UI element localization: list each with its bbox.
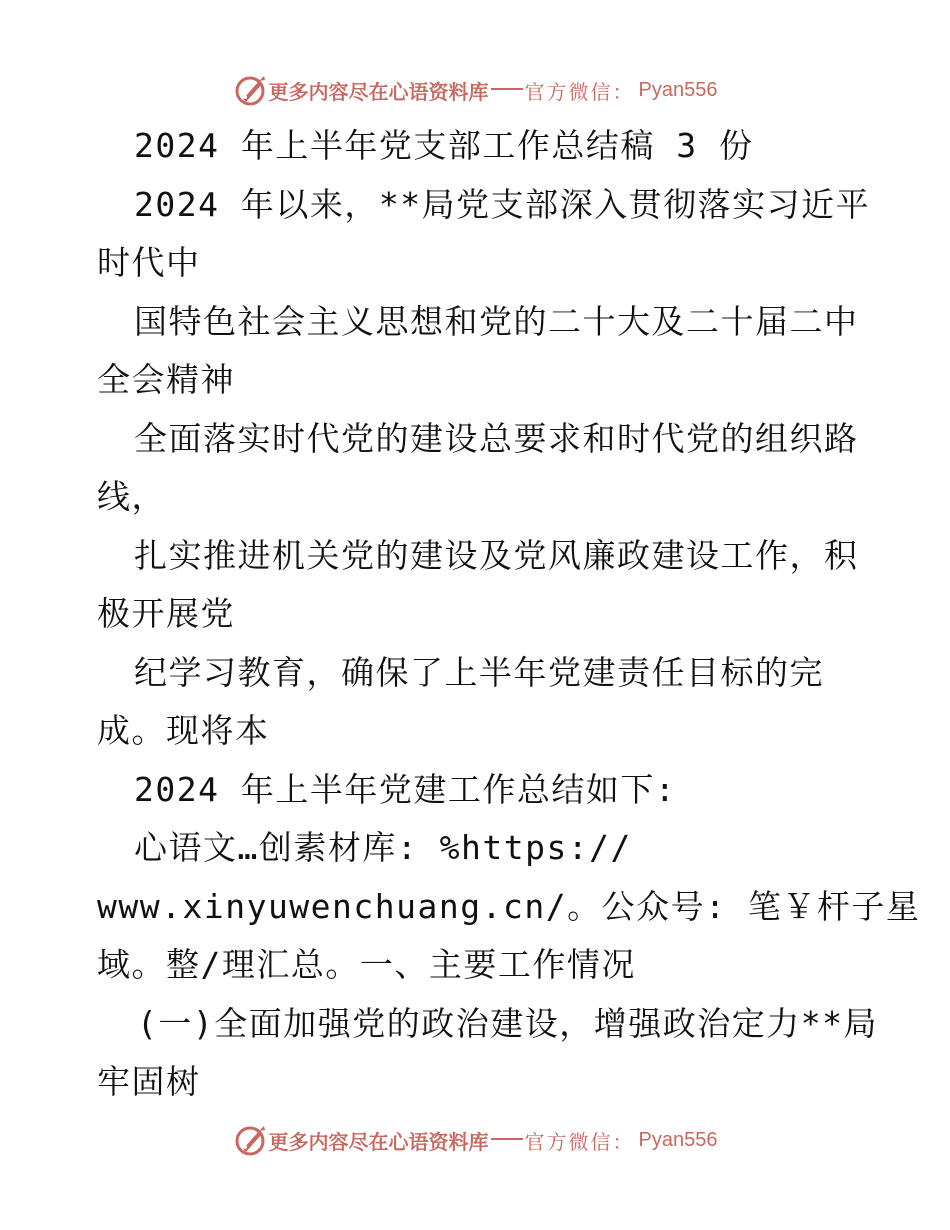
body-line: 成。现将本 — [97, 711, 270, 750]
header-brand-text: 更多内容尽在心语资料库 — [268, 79, 489, 104]
body-line: 全会精神 — [97, 360, 235, 399]
body-line: 全面落实时代党的建设总要求和时代党的组织路 — [134, 418, 859, 458]
body-line: 国特色社会主义思想和党的二十大及二十届二中 — [134, 301, 859, 341]
body-line: 2024 年以来，**局党支部深入贯彻落实习近平 — [134, 184, 871, 224]
quill-logo-icon — [233, 1123, 267, 1157]
body-line: 域。整/理汇总。一、主要工作情况 — [97, 945, 636, 984]
body-line: 时代中 — [97, 243, 201, 282]
header-banner-content — [233, 73, 718, 107]
footer-brand-text: 更多内容尽在心语资料库 — [268, 1129, 489, 1154]
body-line: 纪学习教育，确保了上半年党建责任目标的完 — [134, 652, 824, 692]
body-line: 2024 年上半年党建工作总结如下: — [134, 769, 677, 809]
body-line: 扎实推进机关党的建设及党风廉政建设工作，积 — [134, 535, 859, 575]
document-title-line: 2024 年上半年党支部工作总结稿 3 份 — [134, 126, 754, 165]
header-wechat-id: Pyan556 — [638, 78, 718, 101]
quill-logo-icon — [233, 73, 267, 107]
footer-wechat-label: 官方微信： — [524, 1129, 635, 1154]
footer-wechat-id: Pyan556 — [638, 1128, 718, 1151]
header-wechat-label: 官方微信： — [524, 79, 635, 104]
header-banner — [0, 70, 950, 110]
footer-banner — [0, 1120, 950, 1160]
footer-dash-divider — [491, 1138, 523, 1140]
body-line: 牢固树 — [97, 1062, 201, 1101]
document-body — [97, 117, 921, 1112]
body-line: www.xinyuwenchuang.cn/。公众号: 笔￥杆子星 — [97, 886, 921, 926]
body-line: 心语文…创素材库: %https:// — [134, 828, 632, 867]
body-line: 极开展党 — [97, 594, 235, 633]
section-heading-line: (一)全面加强党的政治建设，增强政治定力**局 — [137, 1003, 878, 1043]
body-line: 线， — [97, 477, 166, 516]
footer-banner-content — [233, 1123, 718, 1157]
header-dash-divider — [491, 88, 523, 90]
